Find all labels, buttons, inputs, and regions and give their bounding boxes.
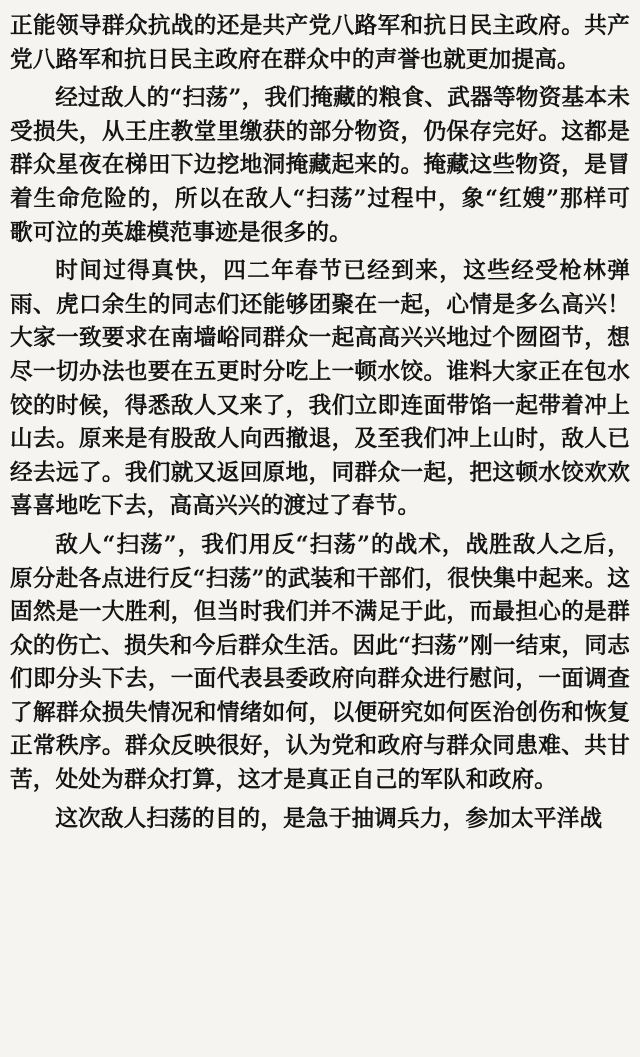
paragraph-1: 正能领导群众抗战的还是共产党八路军和抗日民主政府。共产党八路军和抗日民主政府在群众中的声誉也就更加提高。 bbox=[10, 13, 630, 73]
paragraph-5: 这次敌人扫荡的目的，是急于抽调兵力，参加太平洋战 bbox=[55, 805, 603, 832]
paragraph-3: 时间过得真快，四二年春节已经到来，这些经受枪林弹雨、虎口余生的同志们还能够团聚在一起，心情是多么高兴！大家一致要求在南墙峪同群众一起高高兴兴地过个囫囵节，想尽一切办法也要在五更时分吃上一顿水饺。谁料大家正在包水饺的时候，得悉敌人又来了，我们立即连面带馅一起带着冲上山去。原来是有股敌人向西撤退，及至我们冲上山时，敌人已经去远了。我们就又返回原地，同群众一起，把这顿水饺欢欢喜喜地吃下去，高高兴兴的渡过了春节。 bbox=[10, 258, 630, 520]
paragraph-4: 敌人“扫荡”，我们用反“扫荡”的战术，战胜敌人之后，原分赴各点进行反“扫荡”的武装和干部们，很快集中起来。这固然是一大胜利，但当时我们并不满足于此，而最担心的是群众的伤亡、损失和今后群众生活。因此“扫荡”刚一结束，同志们即分头下去，一面代表县委政府向群众进行慰问，一面调查了解群众损失情况和情绪如何，以便研究如何医治创伤和恢复正常秩序。群众反映很好，认为党和政府与群众同患难、共甘苦，处处为群众打算，这才是真正自己的军队和政府。 bbox=[10, 531, 630, 794]
paragraph-2: 经过敌人的“扫荡”，我们掩藏的粮食、武器等物资基本未受损失，从王庄教堂里缴获的部分物资，仍保存完好。这都是群众星夜在梯田下边挖地洞掩藏起来的。掩藏这些物资，是冒着生命危险的，所以在敌人“扫荡”过程中，象“红嫂”那样可歌可泣的英雄模范事迹是很多的。 bbox=[10, 85, 630, 246]
